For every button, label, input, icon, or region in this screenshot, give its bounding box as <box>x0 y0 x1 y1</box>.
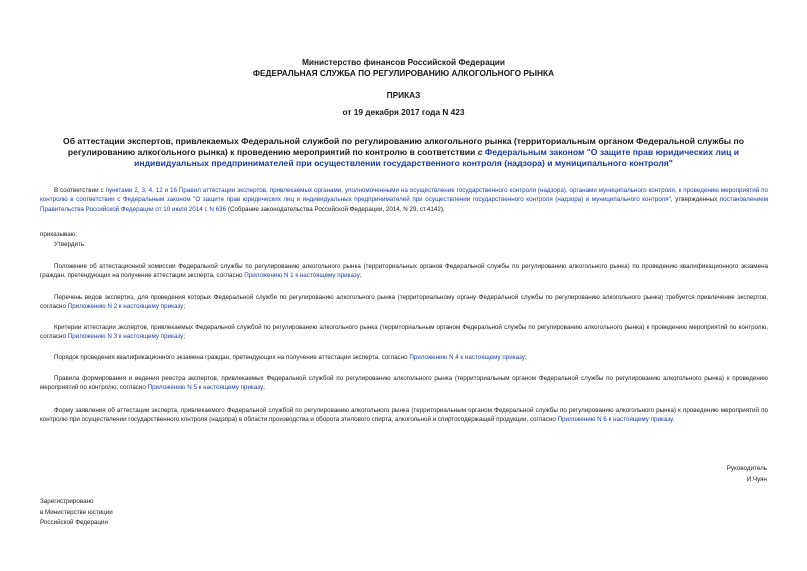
preamble-text-2: , утвержденных <box>670 196 720 204</box>
document-date-number: от 19 декабря 2017 года N 423 <box>342 107 465 117</box>
signature-position: Руководитель <box>726 465 767 472</box>
appendix-5-link[interactable]: Приложению N 5 к настоящему приказу <box>147 384 264 392</box>
list-item: Правила формирования и ведения реестра экспертов, привлекаемых Федеральной службой по регулированию алкогольного рынка (территориальным органом Федеральной службы по регулированию алкогольного рынка) к проведению мероприятий по контролю, согласно Приложению N 5 к настоящему приказу; <box>40 375 768 392</box>
appendix-4-link[interactable]: Приложению N 4 к настоящему приказу <box>409 354 525 361</box>
list-item: Критерии аттестации экспертов, привлекаемых Федеральной службой по регулированию алкогольного рынка (территориальным органом Федеральной службы по регулированию алкогольного рынка) к проведению мероприятий по контролю, согласно Приложению N 3 к настоящему приказу; <box>40 324 768 341</box>
service-name: ФЕДЕРАЛЬНАЯ СЛУЖБА ПО РЕГУЛИРОВАНИЮ АЛКОГОЛЬНОГО РЫНКА <box>252 68 555 78</box>
registration-line-2: в Министерстве юстиции <box>40 509 113 516</box>
registration-line-1: Зарегистрировано <box>40 498 94 505</box>
order-word: приказываю: <box>40 231 78 238</box>
appendix-6-link[interactable]: Приложению N 6 к настоящему приказу <box>557 416 673 424</box>
registration-line-3: Российской Федерации <box>40 519 108 526</box>
appendix-1-link[interactable]: Приложению N 1 к настоящему приказу <box>244 272 360 280</box>
appendix-2-link[interactable]: Приложению N 2 к настоящему приказу <box>67 303 184 311</box>
list-item: Положение об аттестационной комиссии Федеральной службы по регулированию алкогольного рынка (территориальных органов Федеральной службы по регулированию алкогольного рынка) по проведению квалификационного экзамена граждан, претендующих на получение аттестации эксперта, согласно Приложению N 1 к настоящему приказу; <box>40 263 768 280</box>
approve-word: Утвердить: <box>54 241 86 248</box>
document-type: ПРИКАЗ <box>386 90 421 100</box>
ministry-name: Министерство финансов Российской Федерации <box>301 57 506 67</box>
resolution-link[interactable]: постановлением Правительства Российской Федерации от 10 июля 2014 г. N 636 <box>40 196 768 213</box>
list-item: Форму заявления об аттестации эксперта, привлекаемого Федеральной службой по регулированию алкогольного рынка (территориальным органом Федеральной службы по регулированию алкогольного рынка) к проведению мероприятий по контролю при осуществлении государственного контроля (надзора) в области производства и оборота этилового спирта, алкогольной и спиртосодержащей продукции, согласно Приложению N 6 к настоящему приказу. <box>40 407 768 424</box>
signature-name: И.Чуян <box>746 476 767 483</box>
title-text: Об аттестации экспертов, привлекаемых Федеральной службой по регулированию алкогольного рынка (территориальным органом Федеральной службы по регулированию алкогольного рынка) к проведению мероприятий по контролю в соответствии с <box>63 136 744 157</box>
list-item: Перечень видов экспертиз, для проведения которых Федеральной службе по регулированию алкогольного рынка (территориальному органу Федеральной службы по регулированию алкогольного рынка) требуется привлечение экспертов, согласно Приложению N 2 к настоящему приказу; <box>40 294 768 311</box>
rules-link[interactable]: пунктами 2, 3, 4, 12 и 16 Правил аттестации экспертов, привлекаемых органами, уполномоченными на осуществление государственного контроля (надзора), органами муниципального контроля, к проведению мероприятий по контролю в соответствии с Федеральным законом "О защите прав юридических лиц и индивидуальных предпринимателей при осуществлении государственного контроля (надзора) и муниципального контроля" <box>40 187 768 204</box>
title-law-link[interactable]: Федеральным законом "О защите прав юридических лиц и индивидуальных предпринимателей при осуществлении государственного контроля (надзора) и муниципального контроля" <box>134 147 740 168</box>
preamble-text-3: (Собрание законодательства Российской Федерации, 2014, N 29, ст.4142), <box>226 205 445 213</box>
document-title <box>40 136 767 169</box>
list-item: Порядок проведения квалификационного экзамена граждан, претендующих на получение аттестации эксперта, согласно Приложению N 4 к настоящему приказу; <box>54 354 527 361</box>
preamble-text-1: В соответствии с <box>54 187 106 194</box>
appendix-3-link[interactable]: Приложению N 3 к настоящему приказу <box>67 333 184 341</box>
preamble <box>40 186 768 214</box>
